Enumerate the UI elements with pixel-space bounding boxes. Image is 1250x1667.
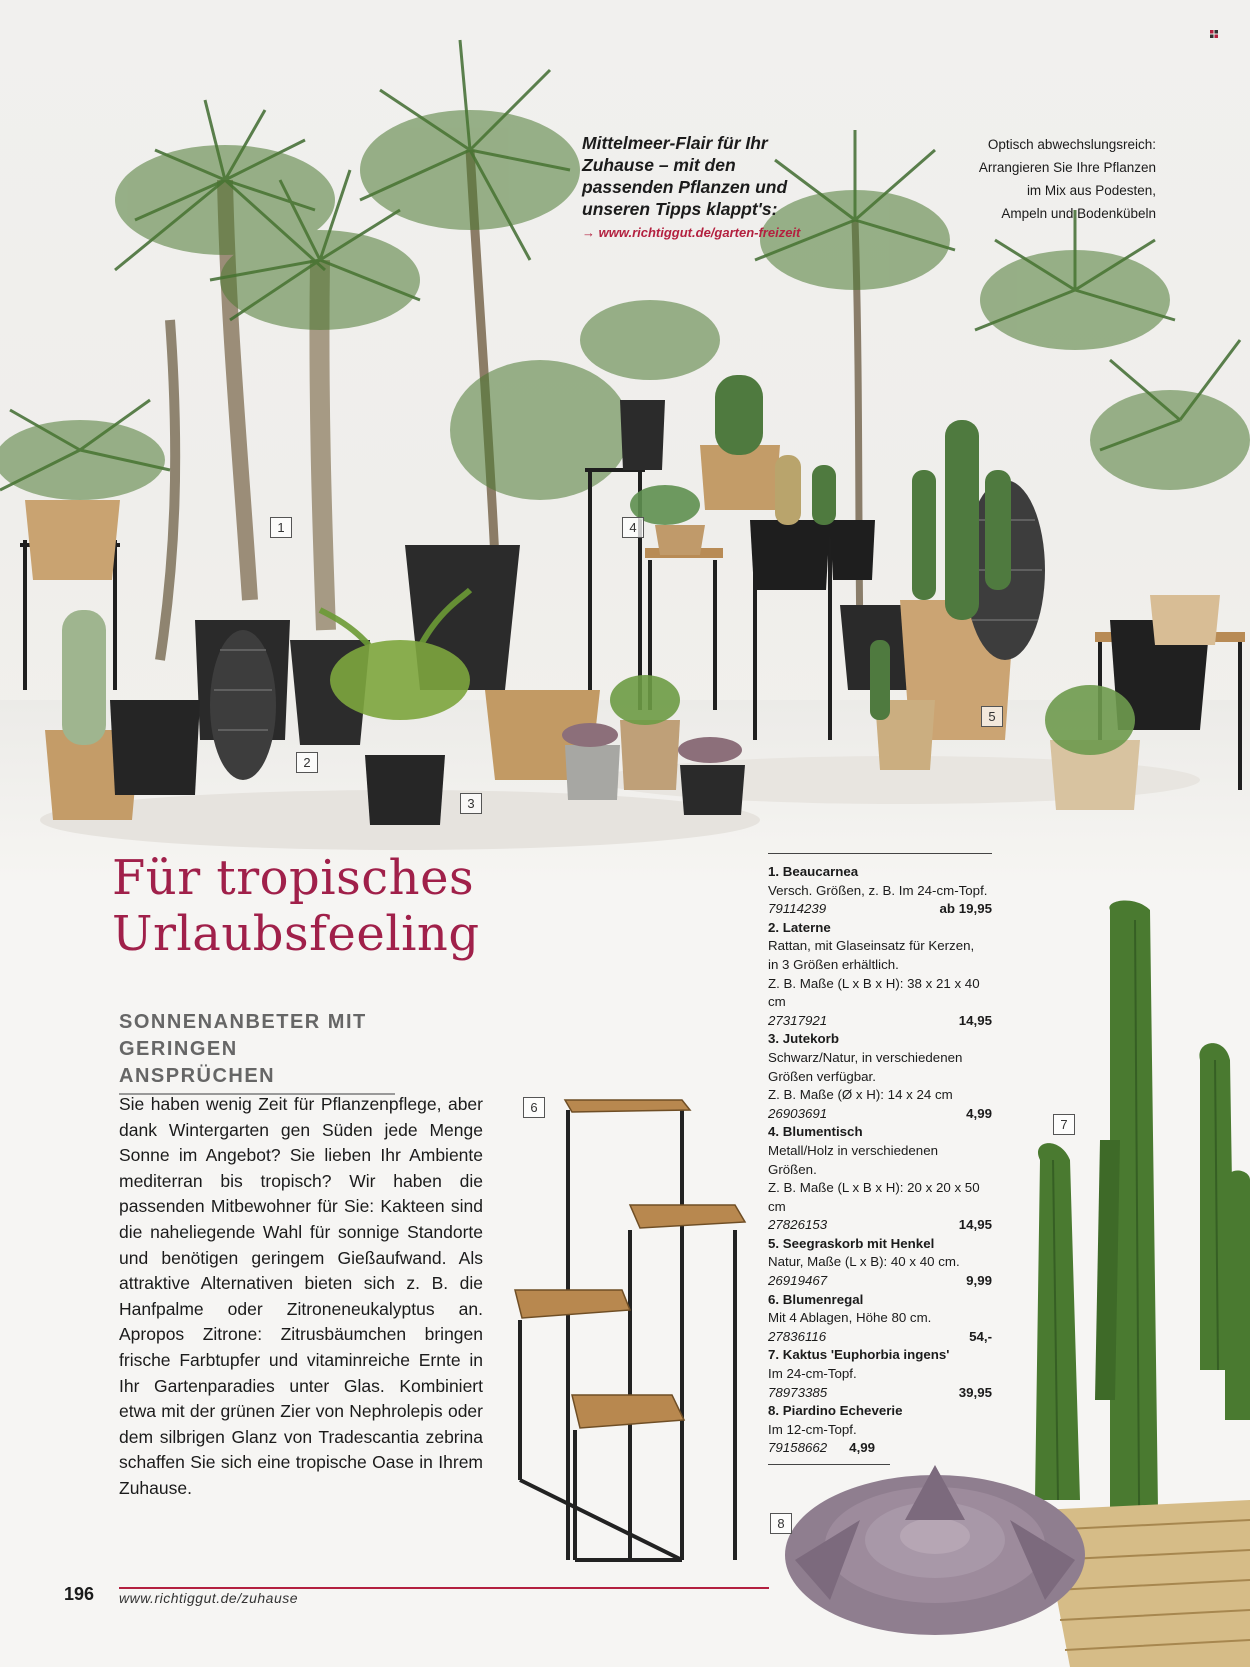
price: 14,95 [958, 1012, 992, 1028]
product-item [768, 919, 992, 1031]
product-desc: Im 12-cm-Topf. [768, 1421, 857, 1437]
product-title: 4. Blumentisch [768, 1124, 863, 1140]
product-title: 6. Blumenregal [768, 1291, 864, 1307]
subhead-line-2: GERINGEN ANSPRÜCHEN [119, 1038, 276, 1087]
headline-line-1: Für tropisches [112, 850, 475, 906]
euphorbia-illustration [1035, 901, 1250, 1660]
marker-5: 5 [981, 706, 1003, 727]
price: 4,99 [849, 1440, 876, 1456]
caption-line: im Mix aus Podesten, [1026, 183, 1156, 198]
product-title: 8. Piardino Echeverie [768, 1403, 903, 1419]
page-number: 196 [64, 1584, 95, 1604]
echeveria-illustration [785, 1465, 1085, 1635]
price: 9,99 [966, 1273, 992, 1289]
article-number: 79158662 [768, 1440, 828, 1456]
subhead-line-1: SONNENANBETER MIT [119, 1011, 367, 1033]
marker-3: 3 [460, 793, 482, 814]
price: ab 19,95 [939, 901, 992, 917]
product-item [768, 1291, 992, 1347]
caption-line: Ampeln und Bodenkübeln [1001, 206, 1156, 221]
marker-6: 6 [523, 1097, 545, 1118]
basket-illustration [1040, 1500, 1250, 1667]
section-subheading [119, 1009, 395, 1095]
marker-8: 8 [770, 1513, 792, 1534]
divider [768, 1464, 890, 1465]
article-number: 79114239 [768, 901, 827, 917]
price: 4,99 [966, 1105, 992, 1121]
divider [768, 853, 992, 854]
garden-link[interactable]: → www.richtiggut.de/garten-freizeit [582, 225, 801, 240]
article-number: 27826153 [768, 1217, 828, 1233]
article-number: 78973385 [768, 1384, 828, 1400]
product-desc: Natur, Maße (L x B): 40 x 40 cm. [768, 1254, 960, 1270]
marker-2: 2 [296, 752, 318, 773]
product-desc: Z. B. Maße (Ø x H): 14 x 24 cm [768, 1087, 953, 1103]
product-list [768, 853, 992, 1465]
headline-line-2: Urlaubsfeeling [112, 906, 480, 962]
product-desc: Im 24-cm-Topf. [768, 1366, 857, 1382]
product-desc: Größen. [768, 1161, 817, 1177]
product-desc: Mit 4 Ablagen, Höhe 80 cm. [768, 1310, 932, 1326]
flower-shelf-illustration [520, 1110, 735, 1560]
caption-line: Arrangieren Sie Ihre Pflanzen [978, 160, 1156, 175]
product-title: 5. Seegraskorb mit Henkel [768, 1235, 935, 1251]
product-item [768, 1030, 992, 1123]
product-desc: Versch. Größen, z. B. Im 24-cm-Topf. [768, 882, 988, 898]
product-desc: Rattan, mit Glaseinsatz für Kerzen, [768, 938, 975, 954]
article-number: 27836116 [768, 1328, 827, 1344]
product-desc: Metall/Holz in verschiedenen [768, 1142, 938, 1158]
photo-caption-right [936, 133, 1156, 225]
product-desc: Größen verfügbar. [768, 1068, 876, 1084]
product-title: 7. Kaktus 'Euphorbia ingens' [768, 1347, 950, 1363]
product-item [768, 1402, 992, 1458]
price: 14,95 [958, 1217, 992, 1233]
marker-4: 4 [622, 517, 644, 538]
corner-mark-icon [1210, 30, 1218, 38]
marker-1: 1 [270, 517, 292, 538]
marker-7: 7 [1053, 1114, 1075, 1135]
price: 39,95 [958, 1384, 992, 1400]
product-item [768, 1346, 992, 1402]
article-number: 27317921 [768, 1012, 828, 1028]
product-desc: Schwarz/Natur, in verschiedenen [768, 1049, 963, 1065]
product-title: 2. Laterne [768, 919, 831, 935]
product-desc: Z. B. Maße (L x B x H): 20 x 20 x 50 cm [768, 1180, 980, 1214]
body-paragraph: Sie haben wenig Zeit für Pflanzenpflege, aber dank Wintergarten gen Süden jede Menge Sonne im Angebot? Sie lieben Ihr Ambiente mediterran bis tropisch? Wir haben die passenden Mitbewohner für Sie: Kakteen sind die naheliegende Wahl für sonnige Standorte und benötigen geringem Gießaufwand. Als attraktive Alternativen bieten sich z. B. die Hanfpalme oder Zitroneneukalyptus an. Apropos Zitrone: Zitrusbäumchen bringen frische Farbtupfer und vitaminreiche Ernte in Ihr Gartenparadies unter Glas. Kombiniert etwa mit der grünen Zier von Nephrolepis oder dem silbrigen Glanz von Tradescantia zebrina schaffen Sie sich eine tropische Oase in Ihrem Zuhause. [119, 1094, 483, 1498]
product-title: 1. Beaucarnea [768, 864, 859, 879]
caption-line: Optisch abwechslungsreich: [987, 137, 1156, 152]
product-desc: in 3 Größen erhältlich. [768, 956, 899, 972]
article-number: 26903691 [768, 1105, 828, 1121]
product-title: 3. Jutekorb [768, 1031, 839, 1047]
page-headline [112, 850, 480, 962]
photo-caption-left [582, 132, 822, 244]
price: 54,- [969, 1328, 992, 1344]
product-item [768, 1235, 992, 1291]
product-item [768, 1123, 992, 1235]
footer-url[interactable]: www.richtiggut.de/zuhause [119, 1590, 299, 1606]
footer-rule [119, 1587, 769, 1589]
product-desc: Z. B. Maße (L x B x H): 38 x 21 x 40 cm [768, 975, 980, 1010]
article-number: 26919467 [768, 1273, 828, 1289]
product-item [768, 863, 992, 919]
caption-text: Mittelmeer-Flair für Ihr Zuhause – mit den passenden Pflanzen und unseren Tipps klappt's: [582, 133, 788, 219]
